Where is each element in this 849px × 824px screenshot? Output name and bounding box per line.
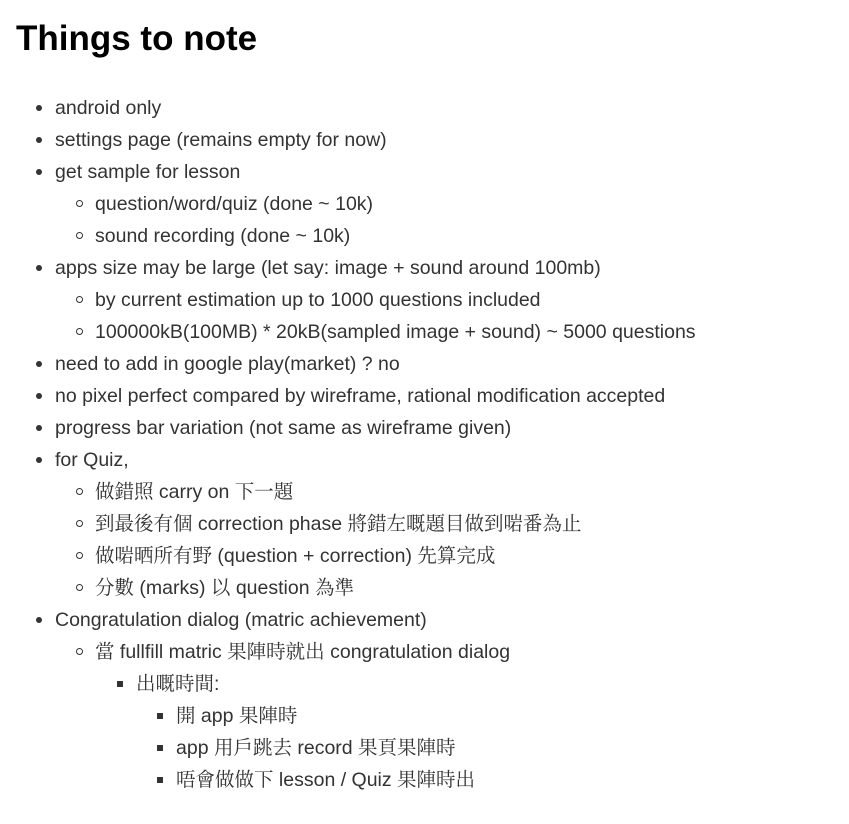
bullet-disc-icon (36, 393, 42, 399)
list-item (0, 380, 849, 412)
bullet-disc-icon (36, 265, 42, 271)
bullet-square-icon (157, 777, 163, 783)
list-item (0, 156, 849, 188)
list-item (0, 252, 849, 284)
bullet-circle-icon (76, 328, 83, 335)
list-item (0, 668, 849, 700)
list-item-text: 做錯照 carry on 下一題 (95, 481, 294, 503)
bullet-circle-icon (76, 520, 83, 527)
list-item-text: 分數 (marks) 以 question 為準 (95, 577, 354, 599)
list-item-text: progress bar variation (not same as wireframe given) (55, 417, 512, 439)
list-item (0, 572, 849, 604)
bullet-disc-icon (36, 361, 42, 367)
list-item-text: 當 fullfill matric 果陣時就出 congratulation dialog (95, 641, 511, 663)
list-item (0, 124, 849, 156)
list-item-text: 出嘅時間: (136, 673, 220, 695)
list-item-text: 100000kB(100MB) * 20kB(sampled image + sound) ~ 5000 questions (95, 321, 696, 343)
list-item (0, 188, 849, 220)
list-item-text: android only (55, 97, 162, 119)
bullet-circle-icon (76, 488, 83, 495)
list-item (0, 764, 849, 796)
list-item-text: no pixel perfect compared by wireframe, rational modification accepted (55, 385, 666, 407)
list-item (0, 508, 849, 540)
list-item-text: settings page (remains empty for now) (55, 129, 387, 151)
list-item-text: 開 app 果陣時 (176, 705, 298, 727)
list-item-text: for Quiz, (55, 449, 129, 471)
list-item (0, 700, 849, 732)
list-item-text: Congratulation dialog (matric achievement) (55, 609, 427, 631)
list-item (0, 92, 849, 124)
list-item-text: app 用戶跳去 record 果頁果陣時 (176, 737, 456, 759)
list-item (0, 348, 849, 380)
bullet-square-icon (157, 745, 163, 751)
bullet-disc-icon (36, 137, 42, 143)
bullet-disc-icon (36, 425, 42, 431)
list-item (0, 732, 849, 764)
bullet-circle-icon (76, 200, 83, 207)
list-item-text: need to add in google play(market) ? no (55, 353, 400, 375)
bullet-circle-icon (76, 232, 83, 239)
bullet-circle-icon (76, 584, 83, 591)
bullet-disc-icon (36, 105, 42, 111)
list-item-text: question/word/quiz (done ~ 10k) (95, 193, 374, 215)
bullet-disc-icon (36, 169, 42, 175)
bullet-square-icon (117, 681, 123, 687)
list-item-text: get sample for lesson (55, 161, 241, 183)
list-item (0, 636, 849, 668)
list-item (0, 284, 849, 316)
list-item (0, 604, 849, 636)
bullet-circle-icon (76, 648, 83, 655)
list-item (0, 476, 849, 508)
list-item-text: apps size may be large (let say: image + sound around 100mb) (55, 257, 601, 279)
bullet-disc-icon (36, 617, 42, 623)
page-title: Things to note (16, 19, 258, 58)
bullet-disc-icon (36, 457, 42, 463)
list-item (0, 444, 849, 476)
bullet-square-icon (157, 713, 163, 719)
list-item-text: 做啱晒所有野 (question + correction) 先算完成 (95, 545, 496, 567)
list-item-text: by current estimation up to 1000 questions included (95, 289, 541, 311)
list-item (0, 316, 849, 348)
bullet-circle-icon (76, 552, 83, 559)
list-item-text: 唔會做做下 lesson / Quiz 果陣時出 (176, 769, 476, 791)
list-item (0, 412, 849, 444)
list-item-text: 到最後有個 correction phase 將錯左嘅題目做到啱番為止 (95, 513, 582, 535)
bullet-circle-icon (76, 296, 83, 303)
list-item-text: sound recording (done ~ 10k) (95, 225, 351, 247)
list-item (0, 220, 849, 252)
list-item (0, 540, 849, 572)
